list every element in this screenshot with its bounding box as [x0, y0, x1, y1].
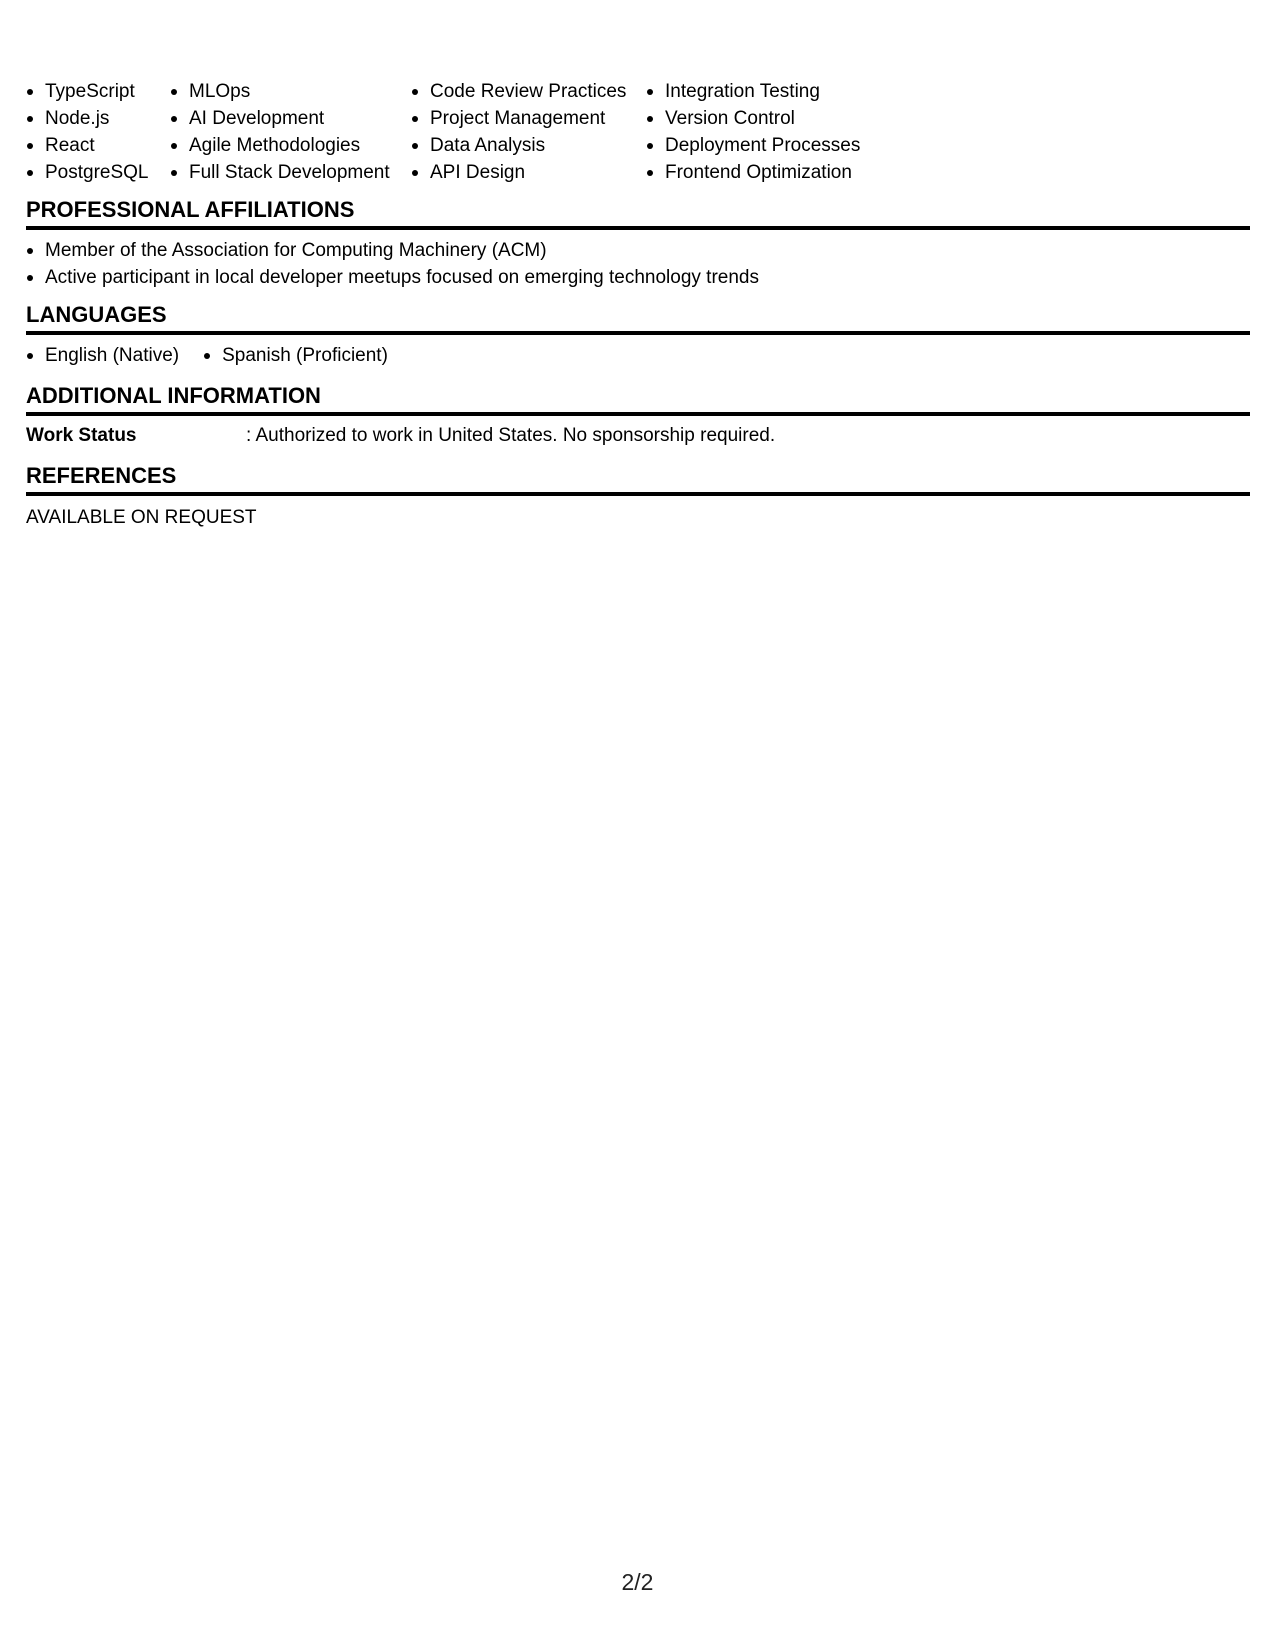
resume-page: [26, 78, 1250, 531]
language-item: English (Native): [26, 342, 179, 369]
skill-item: React: [26, 132, 170, 159]
languages-section: [26, 302, 1250, 369]
affiliations-section: [26, 197, 1250, 291]
skill-item: Frontend Optimization: [646, 159, 906, 186]
skill-item: Project Management: [411, 105, 646, 132]
skill-item: PostgreSQL: [26, 159, 170, 186]
languages-list: [26, 342, 1250, 369]
affiliation-item: Member of the Association for Computing Machinery (ACM): [26, 237, 1250, 264]
skills-column-2: [170, 78, 411, 186]
additional-information-heading: ADDITIONAL INFORMATION: [26, 383, 1250, 416]
skills-grid: [26, 78, 1250, 186]
skill-item: MLOps: [170, 78, 411, 105]
skill-item: TypeScript: [26, 78, 170, 105]
skills-column-3: [411, 78, 646, 186]
affiliations-heading: PROFESSIONAL AFFILIATIONS: [26, 197, 1250, 230]
page-number: 2/2: [621, 1569, 654, 1595]
references-section: [26, 463, 1250, 531]
affiliation-item: Active participant in local developer meetups focused on emerging technology trends: [26, 264, 1250, 291]
skill-item: API Design: [411, 159, 646, 186]
skill-item: Full Stack Development: [170, 159, 411, 186]
work-status-row: [26, 422, 1250, 449]
skill-item: Deployment Processes: [646, 132, 906, 159]
skill-item: Data Analysis: [411, 132, 646, 159]
work-status-label: Work Status: [26, 425, 137, 446]
additional-information-section: [26, 383, 1250, 449]
skill-item: Agile Methodologies: [170, 132, 411, 159]
skill-item: Version Control: [646, 105, 906, 132]
language-item: Spanish (Proficient): [203, 342, 388, 369]
skills-column-1: [26, 78, 170, 186]
affiliations-list: [26, 237, 1250, 291]
skill-item: AI Development: [170, 105, 411, 132]
skills-column-4: [646, 78, 906, 186]
skill-item: Integration Testing: [646, 78, 906, 105]
references-text: AVAILABLE ON REQUEST: [26, 507, 257, 528]
languages-heading: LANGUAGES: [26, 302, 1250, 335]
references-heading: REFERENCES: [26, 463, 1250, 496]
skill-item: Code Review Practices: [411, 78, 646, 105]
skill-item: Node.js: [26, 105, 170, 132]
work-status-value: : Authorized to work in United States. No sponsorship required.: [246, 425, 776, 446]
